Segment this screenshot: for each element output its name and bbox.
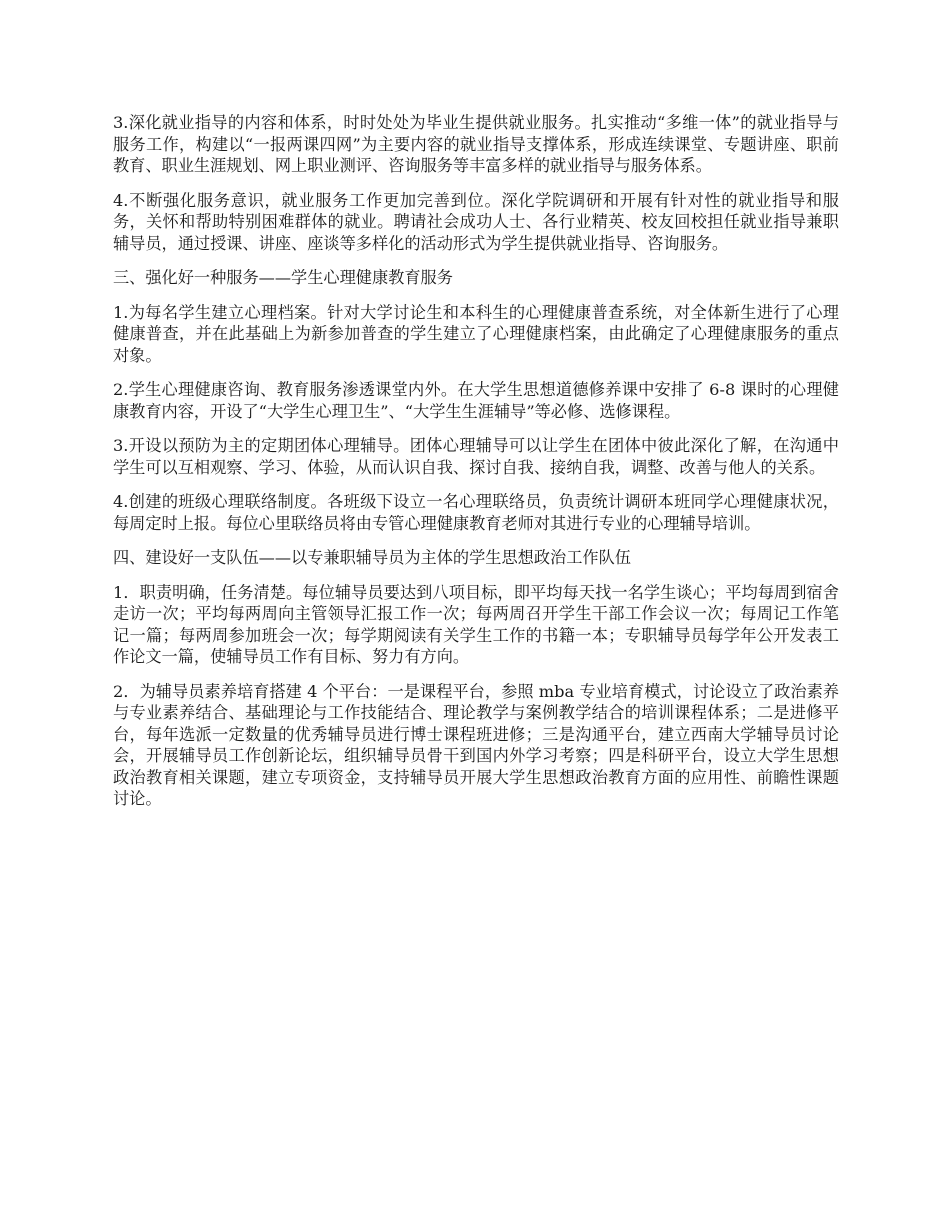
section-heading-3: 三、强化好一种服务——学生心理健康教育服务 bbox=[113, 268, 453, 287]
paragraph-psych-archive: 1.为每名学生建立心理档案。针对大学讨论生和本科生的心理健康普查系统，对全体新生进行了心理健康普查，并在此基础上为新参加普查的学生建立了心理健康档案，由此确定了心理健康服务的重点对象。 bbox=[113, 302, 839, 365]
paragraph-group-counseling: 3.开设以预防为主的定期团体心理辅导。团体心理辅导可以让学生在团体中彼此深化了解，在沟通中学生可以互相观察、学习、体验，从而认识自我、探讨自我、接纳自我，调整、改善与他人的关系。 bbox=[113, 436, 839, 477]
paragraph-counselor-platforms: 2．为辅导员素养培育搭建 4 个平台：一是课程平台，参照 mba 专业培育模式，讨论设立了政治素养与专业素养结合、基础理论与工作技能结合、理论教学与案例教学结合的培训课程体系；二是进修平台，每年选派一定数量的优秀辅导员进行博士课程班进修；三是沟通平台，建立西南大学辅导员讨论会，开展辅导员工作创新论坛，组织辅导员骨干到国内外学习考察；四是科研平台，设立大学生思想政治教育相关课题，建立专项资金，支持辅导员开展大学生思想政治教育方面的应用性、前瞻性课题讨论。 bbox=[113, 681, 839, 808]
paragraph-class-liaison: 4.创建的班级心理联络制度。各班级下设立一名心理联络员，负责统计调研本班同学心理健康状况，每周定时上报。每位心里联络员将由专管心理健康教育老师对其进行专业的心理辅导培训。 bbox=[113, 492, 839, 533]
section-heading-4: 四、建设好一支队伍——以专兼职辅导员为主体的学生思想政治工作队伍 bbox=[113, 548, 631, 567]
paragraph-employment-service-awareness: 4.不断强化服务意识，就业服务工作更加完善到位。深化学院调研和开展有针对性的就业指导和服务，关怀和帮助特别困难群体的就业。聘请社会成功人士、各行业精英、校友回校担任就业指导兼职辅导员，通过授课、讲座、座谈等多样化的活动形式为学生提供就业指导、咨询服务。 bbox=[113, 190, 839, 253]
paragraph-counselor-duties: 1．职责明确，任务清楚。每位辅导员要达到八项目标，即平均每天找一名学生谈心；平均每周到宿舍走访一次；平均每两周向主管领导汇报工作一次；每两周召开学生干部工作会议一次；每周记工作笔记一篇；每两周参加班会一次；每学期阅读有关学生工作的书籍一本；专职辅导员每学年公开发表工作论文一篇，使辅导员工作有目标、努力有方向。 bbox=[113, 582, 839, 666]
document-page bbox=[113, 112, 839, 823]
paragraph-employment-guidance-system: 3.深化就业指导的内容和体系，时时处处为毕业生提供就业服务。扎实推动“多维一体”的就业指导与服务工作，构建以“一报两课四网”为主要内容的就业指导支撑体系，形成连续课堂、专题讲座、职前教育、职业生涯规划、网上职业测评、咨询服务等丰富多样的就业指导与服务体系。 bbox=[113, 113, 839, 175]
paragraph-psych-counseling: 2.学生心理健康咨询、教育服务渗透课堂内外。在大学生思想道德修养课中安排了 6-8 课时的心理健康教育内容，开设了“大学生心理卫生”、“大学生生涯辅导”等必修、选修课程。 bbox=[113, 380, 839, 421]
